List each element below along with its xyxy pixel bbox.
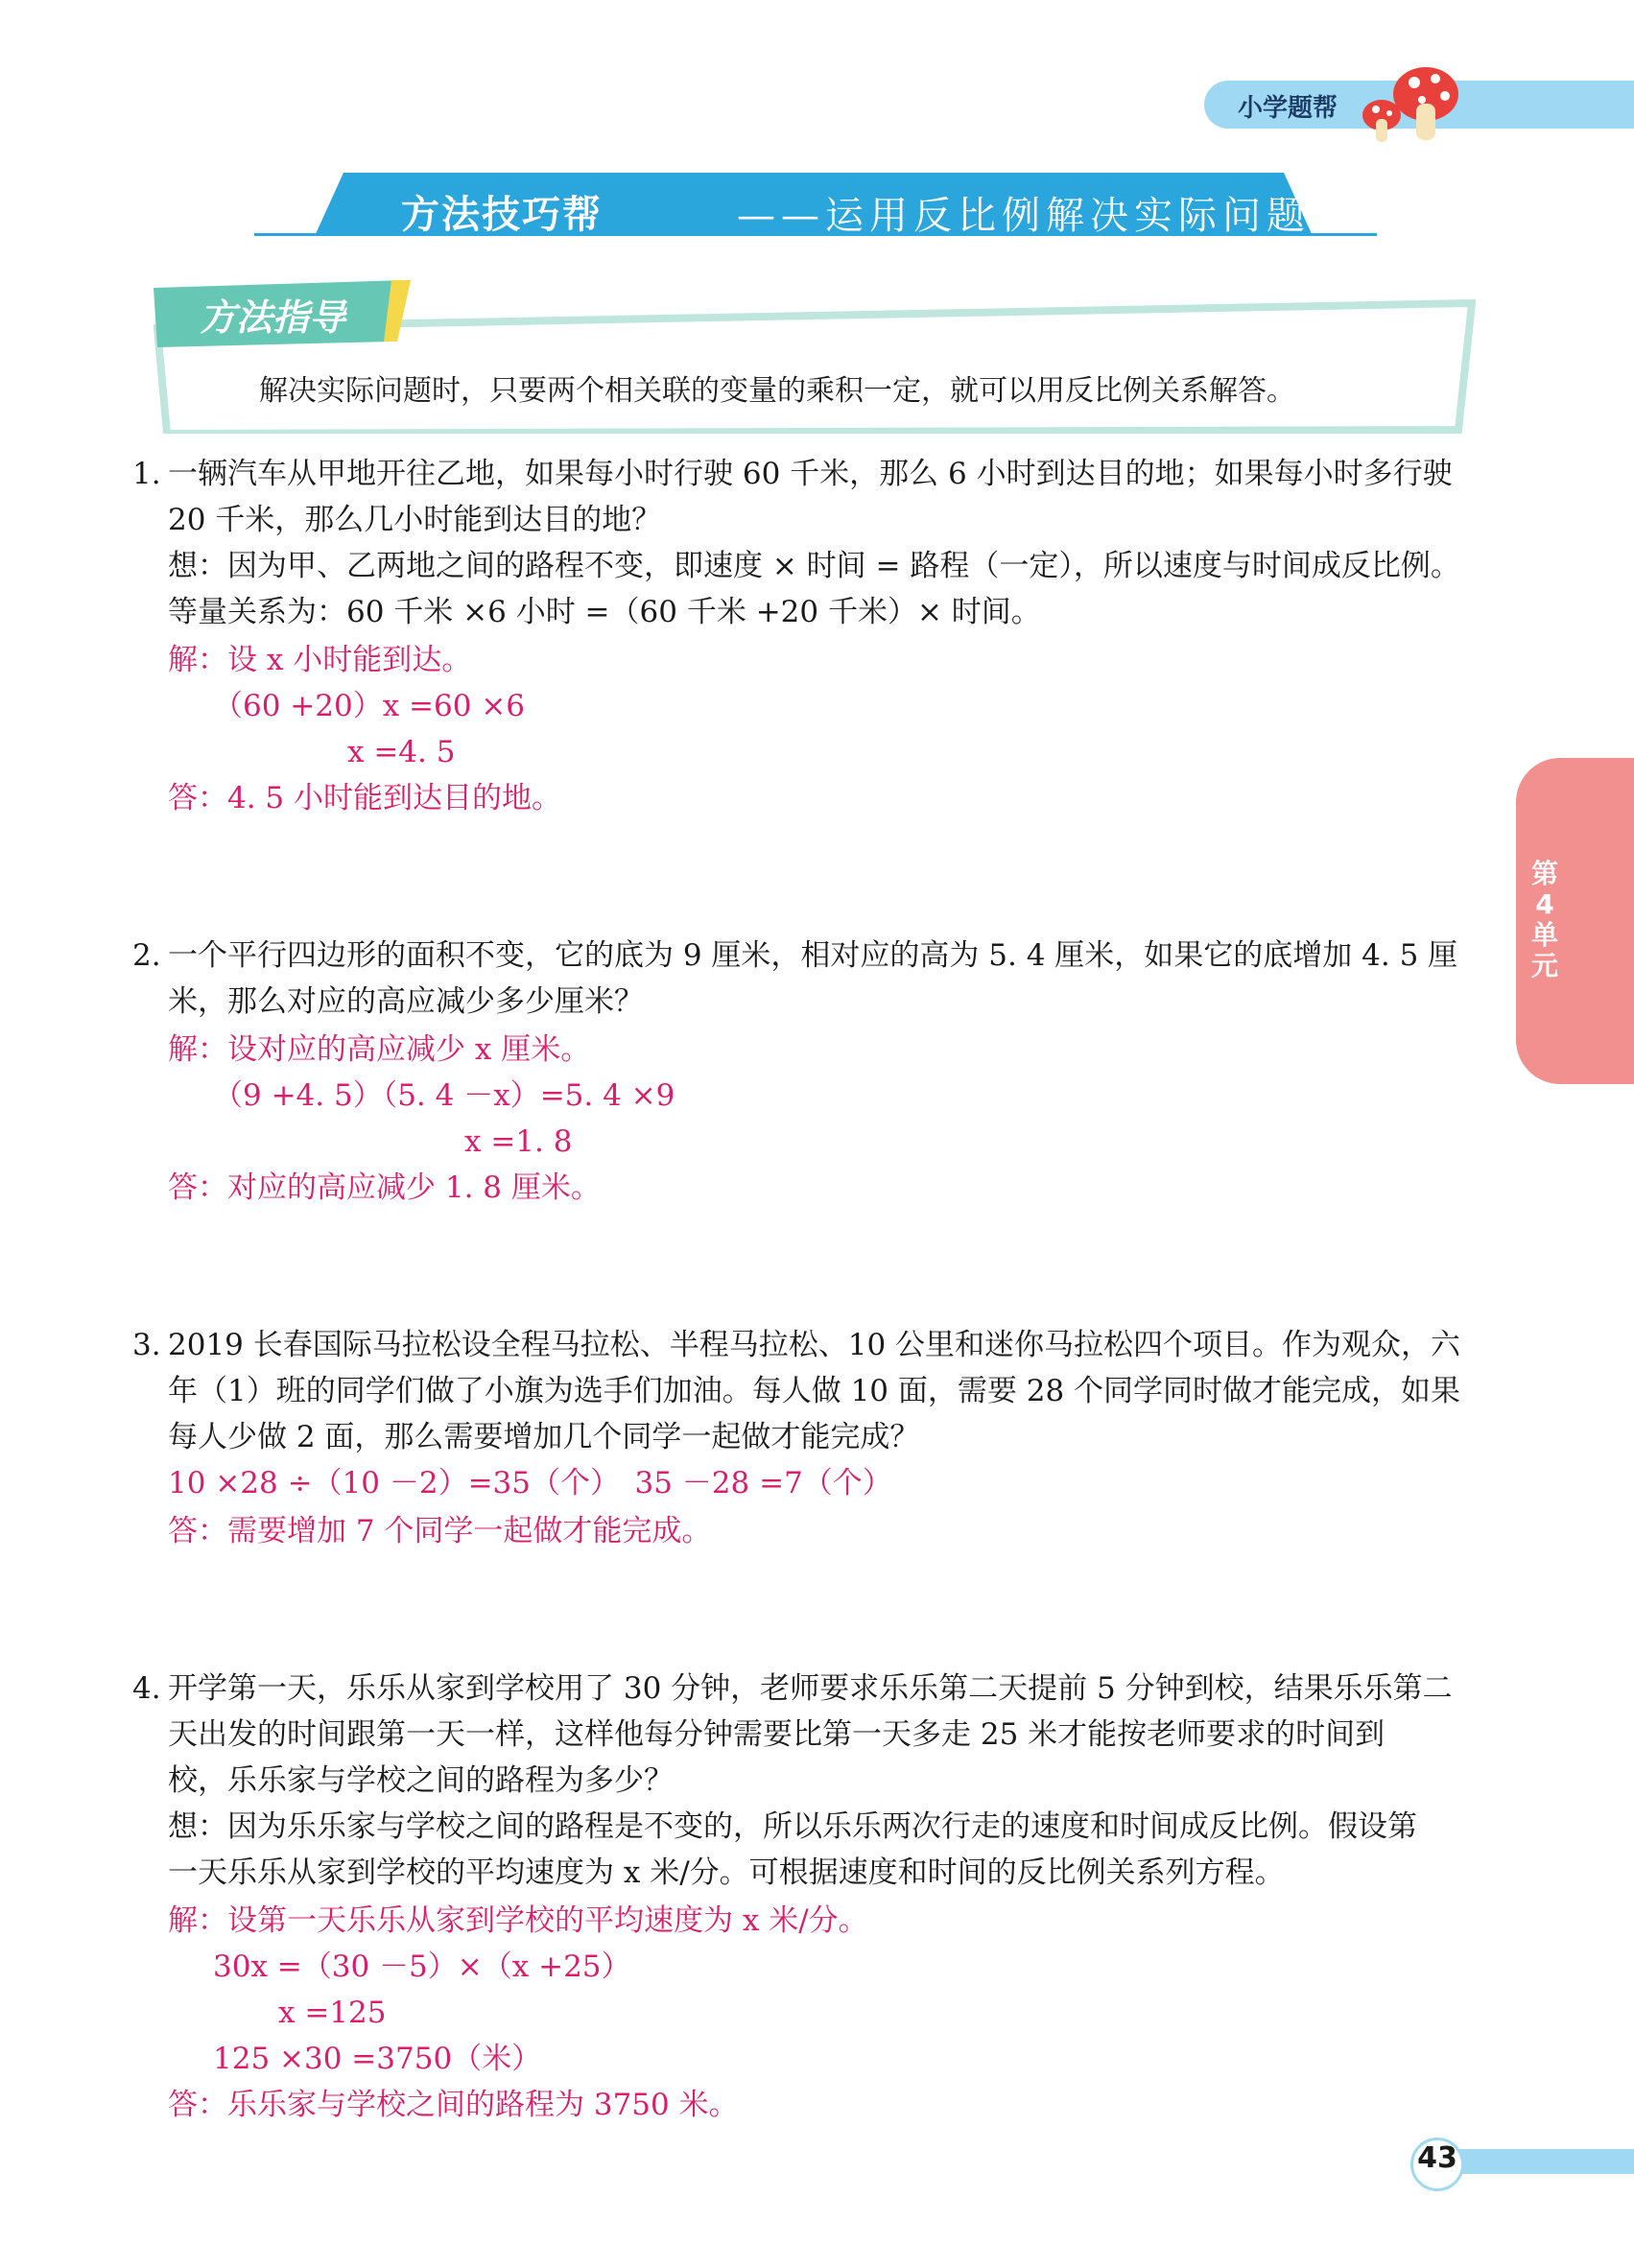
mushroom-icon bbox=[1353, 56, 1466, 148]
problem-number: 3. bbox=[132, 1328, 161, 1362]
think-text: 等量关系为：60 千米 ×6 小时 =（60 千米 +20 千米）× 时间。 bbox=[168, 595, 1041, 629]
problem-text: 米，那么对应的高应减少多少厘米？ bbox=[168, 984, 644, 1019]
page-number: 43 bbox=[1417, 2141, 1457, 2175]
think-text: 想：因为甲、乙两地之间的路程不变，即速度 × 时间 = 路程（一定），所以速度与时间成反比例。 bbox=[168, 549, 1460, 583]
problem-text: 一辆汽车从甲地开往乙地，如果每小时行驶 60 千米，那么 6 小时到达目的地；如果每小时多行驶 bbox=[168, 457, 1453, 491]
solution-line: 10 ×28 ÷（10 －2）=35（个） 35 －28 =7（个） bbox=[168, 1466, 892, 1500]
solution-line: （9 +4. 5）（5. 4 －x）=5. 4 ×9 bbox=[213, 1078, 675, 1113]
solution-line: 解：设第一天乐乐从家到学校的平均速度为 x 米/分。 bbox=[168, 1903, 868, 1938]
solution-line: x =4. 5 bbox=[347, 735, 456, 769]
solution-line: 解：设对应的高应减少 x 厘米。 bbox=[168, 1032, 591, 1067]
title-subtitle: ——运用反比例解决实际问题 bbox=[737, 194, 1311, 238]
problem-text: 开学第一天，乐乐从家到学校用了 30 分钟，老师要求乐乐第二天提前 5 分钟到校，结果乐乐第二 bbox=[168, 1671, 1453, 1706]
answer-line: 答：乐乐家与学校之间的路程为 3750 米。 bbox=[168, 2088, 739, 2122]
solution-line: 125 ×30 =3750（米） bbox=[213, 2042, 542, 2076]
answer-line: 答：4. 5 小时能到达目的地。 bbox=[168, 781, 562, 815]
unit-side-label: 第4单元 bbox=[1530, 858, 1558, 981]
answer-line: 答：需要增加 7 个同学一起做才能完成。 bbox=[168, 1514, 712, 1548]
solution-line: （60 +20）x =60 ×6 bbox=[213, 689, 526, 723]
answer-line: 答：对应的高应减少 1. 8 厘米。 bbox=[168, 1170, 601, 1205]
problem-number: 1. bbox=[132, 457, 161, 491]
solution-line: x =1. 8 bbox=[464, 1124, 573, 1159]
problem-text: 2019 长春国际马拉松设全程马拉松、半程马拉松、10 公里和迷你马拉松四个项目。作为观众，六 bbox=[168, 1328, 1461, 1362]
brand-label: 小学题帮 bbox=[1238, 94, 1338, 123]
solution-line: x =125 bbox=[278, 1996, 387, 2030]
solution-line: 30x =（30 －5）×（x +25） bbox=[213, 1949, 631, 1984]
guide-tab-label: 方法指导 bbox=[200, 296, 346, 339]
problem-number: 4. bbox=[132, 1671, 161, 1706]
problem-text: 一个平行四边形的面积不变，它的底为 9 厘米，相对应的高为 5. 4 厘米，如果它的底增加 4. 5 厘 bbox=[168, 938, 1458, 973]
think-text: 想：因为乐乐家与学校之间的路程是不变的，所以乐乐两次行走的速度和时间成反比例。假设第 bbox=[168, 1809, 1417, 1844]
problem-text: 20 千米，那么几小时能到达目的地？ bbox=[168, 503, 662, 537]
problem-number: 2. bbox=[132, 938, 161, 973]
problem-text: 天出发的时间跟第一天一样，这样他每分钟需要比第一天多走 25 米才能按老师要求的时间到 bbox=[168, 1717, 1385, 1752]
problem-text: 每人少做 2 面，那么需要增加几个同学一起做才能完成？ bbox=[168, 1420, 920, 1454]
title-main: 方法技巧帮 bbox=[401, 193, 603, 237]
guide-text: 解决实际问题时，只要两个相关联的变量的乘积一定，就可以用反比例关系解答。 bbox=[259, 374, 1295, 408]
solution-line: 解：设 x 小时能到达。 bbox=[168, 643, 472, 677]
problem-text: 年（1）班的同学们做了小旗为选手们加油。每人做 10 面，需要 28 个同学同时做才能完成，如果 bbox=[168, 1374, 1461, 1408]
think-text: 一天乐乐从家到学校的平均速度为 x 米/分。可根据速度和时间的反比例关系列方程。 bbox=[168, 1855, 1285, 1890]
problem-text: 校，乐乐家与学校之间的路程为多少？ bbox=[168, 1763, 674, 1798]
